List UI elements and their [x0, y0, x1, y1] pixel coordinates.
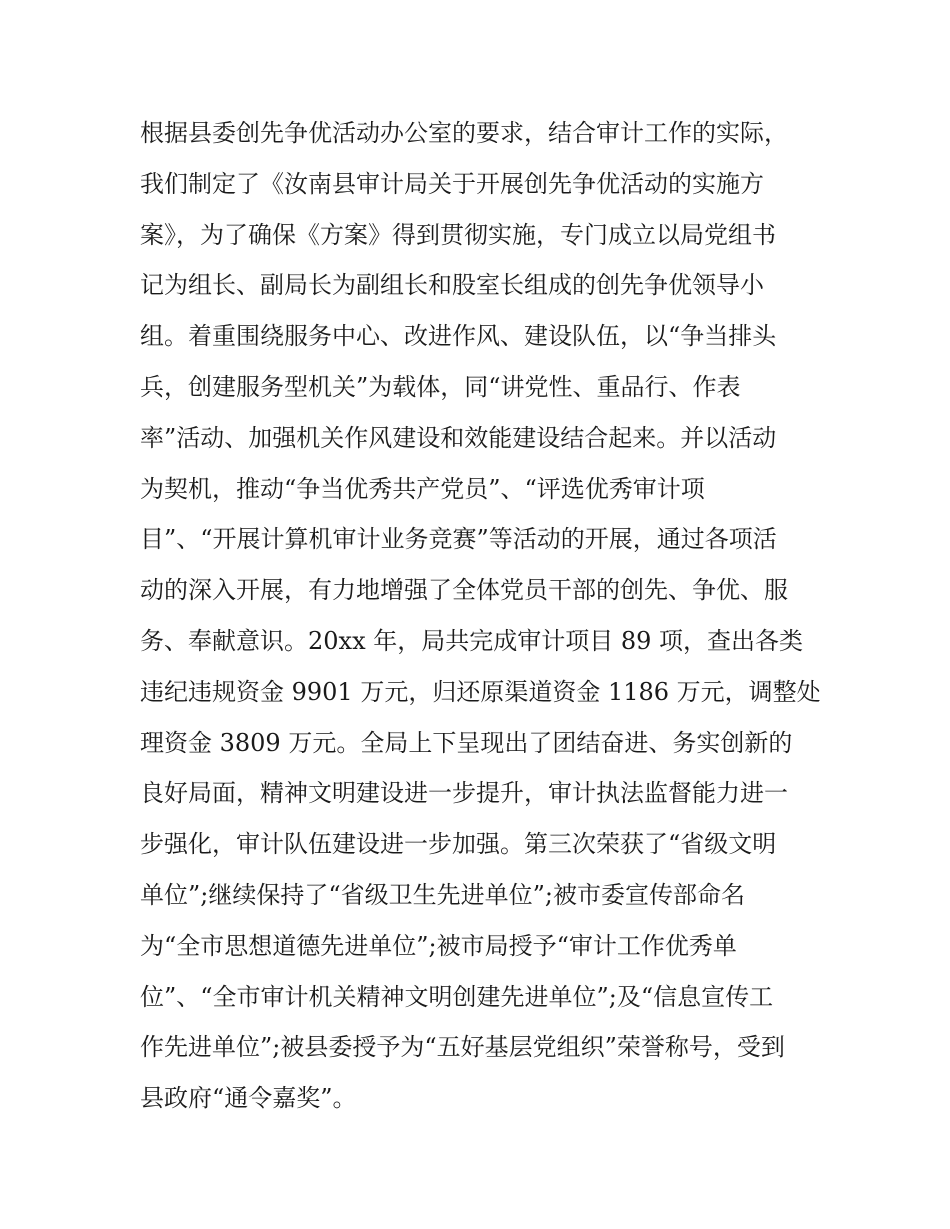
paragraph-line-17: 为“全市思想道德先进单位”;被市局授予“审计工作优秀单: [140, 931, 737, 960]
paragraph-line-6: 兵，创建服务型机关”为载体，同“讲党性、重品行、作表: [140, 372, 741, 401]
paragraph-line-1: 根据县委创先争优活动办公室的要求，结合审计工作的实际，: [140, 119, 788, 147]
paragraph-line-2: 我们制定了《汝南县审计局关于开展创先争优活动的实施方: [140, 169, 764, 198]
paragraph-line-5: 组。着重围绕服务中心、改进作风、建设队伍，以“争当排头: [140, 322, 777, 351]
paragraph-line-15: 步强化，审计队伍建设进一步加强。第三次荣获了“省级文明: [140, 830, 777, 859]
paragraph-line-7: 率”活动、加强机关作风建设和效能建设结合起来。并以活动: [140, 423, 777, 452]
paragraph-line-8: 为契机，推动“争当优秀共产党员”、“评选优秀审计项: [140, 474, 705, 503]
paragraph-line-13: 理资金 3809 万元。全局上下呈现出了团结奋进、务实创新的: [140, 728, 793, 757]
paragraph-line-16: 单位”;继续保持了“省级卫生先进单位”;被市委宣传部命名: [140, 880, 745, 909]
body-paragraph: [140, 108, 830, 1124]
paragraph-line-11: 务、奉献意识。20xx 年，局共完成审计项目 89 项，查出各类: [140, 626, 804, 655]
paragraph-line-3: 案》，为了确保《方案》得到贯彻实施，专门成立以局党组书: [140, 220, 776, 249]
paragraph-line-10: 动的深入开展，有力地增强了全体党员干部的创先、争优、服: [140, 576, 788, 605]
paragraph-line-20: 县政府“通令嘉奖”。: [140, 1084, 357, 1113]
paragraph-line-18: 位”、“全市审计机关精神文明创建先进单位”;及“信息宣传工: [140, 982, 774, 1011]
paragraph-line-9: 目”、“开展计算机审计业务竞赛”等活动的开展，通过各项活: [140, 525, 777, 554]
paragraph-line-14: 良好局面，精神文明建设进一步提升，审计执法监督能力进一: [140, 779, 788, 808]
paragraph-line-12: 违纪违规资金 9901 万元，归还原渠道资金 1186 万元，调整处: [140, 677, 821, 706]
paragraph-line-19: 作先进单位”;被县委授予为“五好基层党组织”荣誉称号，受到: [140, 1033, 785, 1062]
paragraph-line-4: 记为组长、副局长为副组长和股室长组成的创先争优领导小: [140, 271, 764, 300]
